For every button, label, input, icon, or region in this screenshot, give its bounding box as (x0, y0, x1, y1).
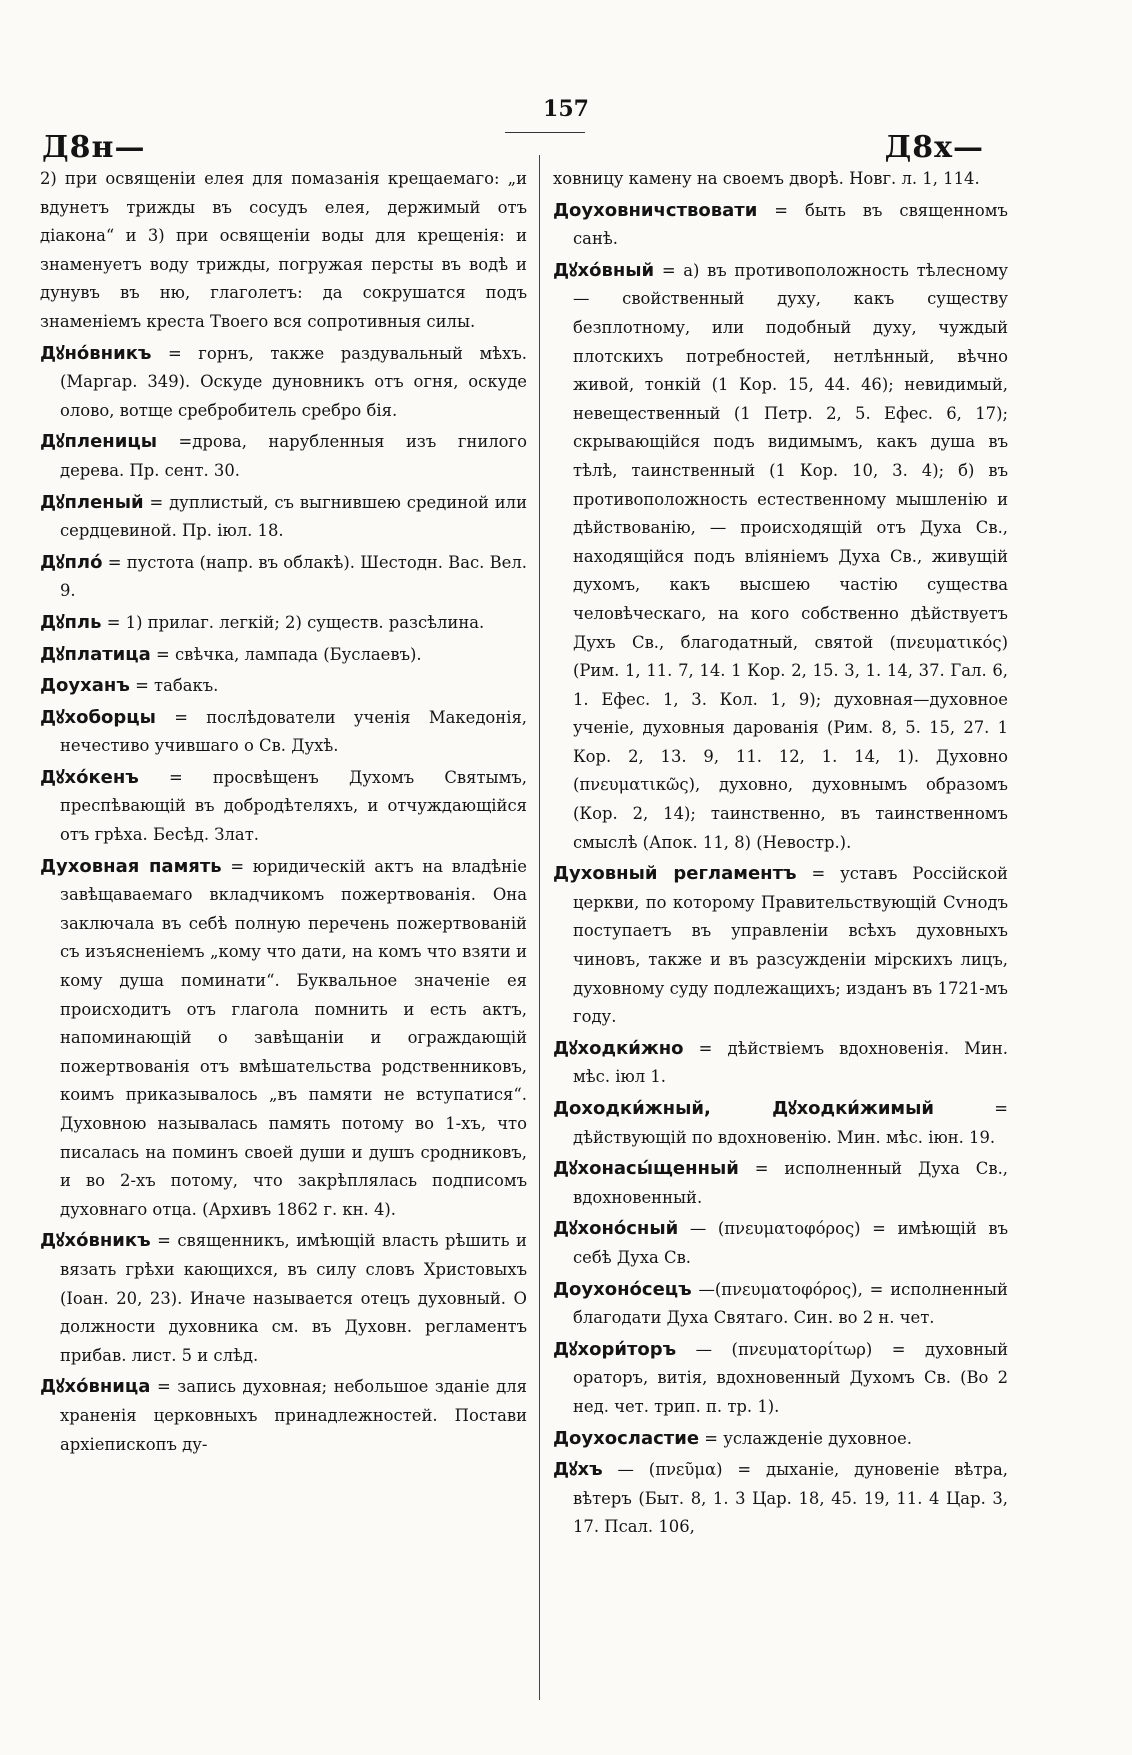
entry-text: — (πνευματορίτωρ) = духовный ораторъ, витія, вдохновенный Духомъ Св. (Во 2 нед. чет. трип. п. тр. 1). (573, 1339, 1008, 1416)
entry-text: = а) въ противоположность тѣлесному — свойственный духу, какъ существу безплотному, или подобный духу, чуждый плотскихъ потребностей, нетлѣнный, вѣчно живой, тонкій (1 Кор. 15, 44. 46); невидимый, невещественный (1 Петр. 2, 5. Ефес. 6, 17); скрывающійся подъ видимымъ, какъ душа въ тѣлѣ, таинственный (1 Кор. 10, 3. 4); б) въ противоположность естественному мышленію и дѣйствованію, — происходящій отъ Духа Св., находящійся подъ вліяніемъ Духа Св., живущій духомъ, какъ высшею частію существа человѣческаго, на кого собственно дѣйствуетъ Духъ Св., благодатный, святой (πνευματικός) (Рим. 1, 11. 7, 14. 1 Кор. 2, 15. 3, 1. 14, 37. Гал. 6, 1. Ефес. 1, 3. Кол. 1, 9); духовная—духовное ученіе, духовныя дарованія (Рим. 8, 5. 15, 27. 1 Кор. 2, 13. 9, 11. 12, 1. 14, 1). Духовно (πνευματικῶς), духовно, духовнымъ образомъ (Кор. 2, 14); таинственно, въ таинственномъ смыслѣ (Апок. 11, 8) (Невостр.). (573, 260, 1008, 852)
entry-text: = просвѣщенъ Духомъ Святымъ, преспѣвающій въ добродѣтеляхъ, и отчуждающійся отъ грѣха. Бесѣд. Злат. (60, 767, 527, 845)
entry-headword: Дꙋхоно́сный (553, 1218, 679, 1240)
entry-text: = пустота (напр. въ облакѣ). Шестодн. Вас. Вел. 9. (60, 552, 527, 601)
dictionary-entry (40, 1227, 527, 1370)
entry-headword: Дꙋпленый (40, 491, 144, 513)
entry-text: = запись духовная; небольшое зданіе для храненія церковныхъ принадлежностей. Постави архіепископъ ду- (60, 1377, 527, 1454)
entry-headword: Доуховничствовати (553, 199, 758, 221)
entry-text: ховницу камену на своемъ дворѣ. Новг. л. 1, 114. (553, 169, 980, 188)
dictionary-entry (553, 1425, 1008, 1454)
dictionary-entry (40, 704, 527, 761)
entry-headword: Дꙋхо́вникъ (40, 1230, 151, 1252)
entry-text: = 1) прилаг. легкій; 2) существ. разсѣлина. (106, 612, 485, 632)
entry-text: = дѣйствующій по вдохновенію. Мин. мѣс. іюн. 19. (573, 1099, 1008, 1147)
dictionary-entry (40, 340, 527, 426)
entry-headword: Дꙋпль (40, 611, 102, 633)
entry-headword: Доуханъ (40, 675, 130, 697)
entry-headword: Духовный регламентъ (553, 863, 797, 885)
entry-text: — (πνευματοφόρος) = имѣющій въ себѣ Духа Св. (573, 1219, 1008, 1267)
entry-text: = юридическій актъ на владѣніе завѣщаваемаго вкладчикомъ пожертвованія. Она заключала въ себѣ полную перечень пожертвованій съ изъясненіемъ „кому что дати, на комъ что взяти и кому душа поминати“. Буквальное значеніе ея происходитъ отъ глагола помнить и есть актъ, напоминающій о завѣщаніи и ограждающій пожертвованія отъ вмѣшательства родственниковъ, коимъ приказывалось „въ памяти не вступатися“. Духовною называлась память потому во 1-хъ, что писалась на поминъ своей души и душъ сродниковъ, и во 2-хъ потому, что закрѣплялась подписомъ духовнаго отца. (Архивъ 1862 г. кн. 4). (60, 856, 527, 1219)
entry-text: = дѣйствіемъ вдохновенія. Мин. мѣс. іюл 1. (573, 1038, 1008, 1087)
dictionary-entry (553, 257, 1008, 857)
entry-text: = послѣдователи ученія Македонія, нечестиво учившаго о Св. Духѣ. (60, 707, 527, 756)
entry-headword: Духовная память (40, 855, 222, 877)
page-number-rule (505, 132, 585, 133)
entry-headword: Дꙋпло́ (40, 551, 103, 573)
dictionary-entry (553, 1276, 1008, 1333)
entry-headword: Дꙋно́вникъ (40, 342, 152, 364)
dictionary-entry (40, 641, 527, 670)
entry-headword: Доухоно́сецъ (553, 1278, 692, 1300)
entry-headword: Дꙋхо́вный (553, 259, 655, 281)
entry-text: — (πνεῦμα) = дыханіе, дуновеніе вѣтра, вѣтеръ (Быт. 8, 1. 3 Цар. 18, 45. 19, 11. 4 Цар. 3, 17. Псал. 106, (573, 1460, 1008, 1537)
entry-headword: Дꙋпленицы (40, 431, 157, 453)
entry-text: = быть въ священномъ санѣ. (573, 200, 1008, 249)
dictionary-entry (40, 428, 527, 485)
dictionary-entry (553, 860, 1008, 1032)
dictionary-entry (553, 1456, 1008, 1542)
entry-headword: Доходки́жный, Дꙋходки́жимый (553, 1098, 935, 1119)
dictionary-entry (553, 1095, 1008, 1152)
entry-headword: Дꙋхъ (553, 1459, 603, 1481)
entry-headword: Дꙋхоборцы (40, 706, 156, 728)
running-head-left: Д8н— (42, 130, 146, 165)
entry-text: = услажденіе духовное. (704, 1428, 912, 1448)
entry-text: = уставъ Россійской церкви, по которому Правительствующій Сѵнодъ поступаетъ въ управленіи всѣхъ духовныхъ чиновъ, также и въ разсужденіи мірскихъ лицъ, духовному суду подлежащихъ; изданъ въ 1721-мъ году. (573, 864, 1008, 1027)
column-divider (539, 155, 540, 1700)
entry-text: = священникъ, имѣющій власть рѣшить и вязать грѣхи кающихся, въ силу словъ Христовыхъ (Іоан. 20, 23). Иначе называется отецъ духовный. О должности духовника см. въ Духовн. регламентъ прибав. лист. 5 и слѣд. (60, 1231, 527, 1365)
entry-headword: Дꙋхо́вница (40, 1376, 151, 1398)
dictionary-entry (40, 853, 527, 1225)
running-head-right: Д8х— (884, 130, 984, 165)
entry-text: 2) при освященіи елея для помазанія крещаемаго: „и вдунетъ трижды въ сосудъ елея, держимый отъ діакона“ и 3) при освященіи воды для крещенія: и знаменуетъ воду трижды, погружая персты въ водѣ и дунувъ въ ню, глаголетъ: да сокрушатся подъ знаменіемъ креста Твоего вся сопротивныя силы. (40, 169, 527, 331)
dictionary-entry (40, 165, 527, 337)
entry-headword: Дꙋхо́кенъ (40, 766, 139, 788)
entry-text: = горнъ, также раздувальный мѣхъ. (Маргар. 349). Оскуде дуновникъ отъ огня, оскуде олово, вотще сребробитель сребро бія. (60, 343, 527, 420)
entry-text: = дуплистый, съ выгнившею срединой или сердцевиной. Пр. іюл. 18. (60, 492, 528, 541)
entry-text: = табакъ. (135, 676, 219, 696)
entry-text: = свѣчка, лампада (Буслаевъ). (156, 644, 422, 664)
dictionary-entry (553, 1155, 1008, 1212)
left-column (40, 165, 527, 1462)
dictionary-entry (40, 609, 527, 638)
page-number: 157 (543, 96, 589, 122)
dictionary-entry (553, 197, 1008, 254)
dictionary-entry (553, 1035, 1008, 1092)
dictionary-entry (40, 672, 527, 701)
entry-headword: Дꙋхори́торъ (553, 1338, 677, 1360)
dictionary-entry (553, 1215, 1008, 1272)
entry-text: =дрова, нарубленныя изъ гнилого дерева. Пр. сент. 30. (60, 432, 527, 480)
entry-text: —(πνευματοφόρος), = исполненный благодати Духа Святаго. Син. во 2 н. чет. (573, 1279, 1008, 1328)
entry-headword: Дꙋходки́жно (553, 1037, 684, 1059)
dictionary-entry (40, 1373, 527, 1459)
entry-headword: Дꙋплатица (40, 643, 151, 665)
entry-headword: Дꙋхонасы́щенный (553, 1158, 739, 1180)
dictionary-entry (40, 549, 527, 606)
dictionary-entry (40, 489, 527, 546)
right-column (553, 165, 1008, 1545)
dictionary-entry (40, 764, 527, 850)
dictionary-entry (553, 1336, 1008, 1422)
dictionary-entry (553, 165, 1008, 194)
entry-text: = исполненный Духа Св., вдохновенный. (573, 1159, 1008, 1207)
entry-headword: Доухосластие (553, 1427, 700, 1449)
